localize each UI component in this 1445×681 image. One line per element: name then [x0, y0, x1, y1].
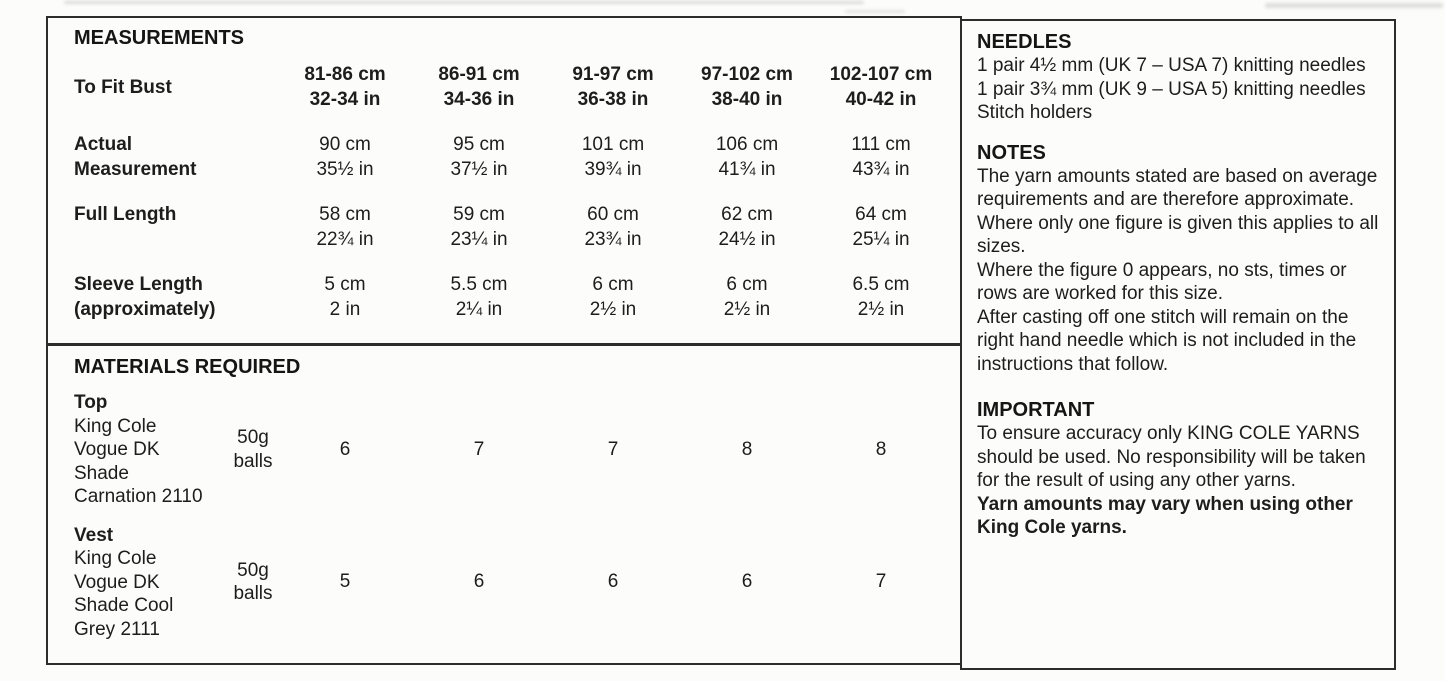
- material-desc-line: King Cole: [74, 415, 157, 437]
- size-in: 38-40 in: [711, 89, 783, 110]
- material-desc-line: Vogue DK: [74, 439, 160, 460]
- measurement-cell: [278, 132, 412, 182]
- size-cm: 86-91 cm: [438, 64, 520, 85]
- measurement-cell: [814, 132, 948, 182]
- row-label-line: Sleeve Length: [74, 274, 203, 295]
- material-desc-line: Grey 2111: [74, 618, 160, 640]
- size-in: 40-42 in: [845, 89, 917, 110]
- notes-paragraph: Where the figure 0 appears, no sts, times or rows are worked for this size.: [977, 259, 1347, 304]
- row-label-full-length: [48, 202, 278, 252]
- value-cm: 111 cm: [851, 134, 911, 155]
- measurement-row-full-length: [48, 202, 960, 252]
- value-in: 25¼ in: [852, 229, 910, 250]
- row-label-sleeve-length: [48, 272, 278, 322]
- value-cm: 6.5 cm: [852, 274, 910, 295]
- unit-line: balls: [233, 450, 273, 472]
- measurement-cell: [680, 202, 814, 252]
- measurement-row-sleeve-length: [48, 272, 960, 322]
- scan-artifact: [1265, 3, 1443, 8]
- measurement-cell: [412, 132, 546, 182]
- needles-item: 1 pair 4½ mm (UK 7 – USA 7) knitting needles: [977, 55, 1366, 76]
- material-desc-line: Shade Cool: [74, 595, 174, 616]
- value-cm: 59 cm: [453, 204, 505, 225]
- important-title: IMPORTANT: [977, 399, 1095, 421]
- value-cm: 64 cm: [855, 204, 907, 225]
- row-label-line: Full Length: [74, 204, 177, 225]
- size-cm: 91-97 cm: [572, 64, 654, 85]
- value-cm: 6 cm: [592, 274, 634, 295]
- size-cm: 102-107 cm: [829, 64, 933, 85]
- value-in: 41¾ in: [718, 159, 776, 180]
- value-cm: 6 cm: [726, 274, 768, 295]
- size-header-cell: [278, 62, 412, 112]
- unit-label: [228, 426, 278, 473]
- measurement-cell: [814, 272, 948, 322]
- row-label-to-fit-bust: To Fit Bust: [74, 76, 172, 98]
- value-in: 23¼ in: [450, 229, 508, 250]
- quantity-cell: 7: [473, 438, 485, 460]
- needles-title: NEEDLES: [977, 31, 1072, 53]
- size-in: 36-38 in: [577, 89, 649, 110]
- quantity-cell: 7: [875, 571, 887, 593]
- notes-paragraph: The yarn amounts stated are based on average requirements and are therefore approximate.: [977, 165, 1378, 210]
- material-item-title: Vest: [74, 524, 114, 546]
- size-header-cell: [814, 62, 948, 112]
- value-cm: 58 cm: [319, 204, 371, 225]
- measurement-row-actual: [48, 132, 960, 182]
- value-in: 24½ in: [718, 229, 776, 250]
- quantity-cell: 6: [473, 571, 485, 593]
- size-header-cell: [546, 62, 680, 112]
- material-name-top: [48, 391, 228, 509]
- quantity-cell: 5: [339, 571, 351, 593]
- value-in: 22¾ in: [316, 229, 374, 250]
- material-name-vest: [48, 524, 228, 642]
- value-in: 35½ in: [316, 159, 374, 180]
- scan-artifact: [64, 1, 864, 4]
- value-in: 2¼ in: [455, 299, 503, 320]
- scan-artifact: [845, 10, 905, 13]
- material-desc-line: Shade: [74, 462, 129, 484]
- value-cm: 60 cm: [587, 204, 639, 225]
- needles-item: 1 pair 3¾ mm (UK 9 – USA 5) knitting needles: [977, 78, 1366, 100]
- measurement-cell: [814, 202, 948, 252]
- measurements-section: [46, 16, 962, 345]
- measurements-title: MEASUREMENTS: [74, 27, 245, 49]
- row-label-line: Measurement: [74, 159, 197, 180]
- measurement-cell: [680, 272, 814, 322]
- unit-line: 50g: [237, 427, 269, 449]
- size-header-cell: [412, 62, 546, 112]
- unit-line: balls: [233, 583, 273, 605]
- materials-section: [46, 344, 962, 665]
- value-in: 2 in: [329, 299, 361, 320]
- value-cm: 5.5 cm: [450, 274, 508, 295]
- quantity-cell: 8: [741, 438, 753, 460]
- material-desc-line: King Cole: [74, 548, 157, 569]
- size-cm: 97-102 cm: [701, 64, 793, 85]
- notes-paragraph: After casting off one stitch will remain on the right hand needle which is not included in the instructions that follow.: [977, 306, 1357, 375]
- material-desc-line: Carnation 2110: [74, 486, 203, 507]
- measurement-cell: [278, 202, 412, 252]
- materials-title: MATERIALS REQUIRED: [74, 356, 301, 378]
- value-in: 2½ in: [857, 299, 905, 320]
- quantity-cell: 7: [607, 438, 619, 460]
- quantity-cell: 6: [607, 571, 619, 593]
- important-paragraph: To ensure accuracy only KING COLE YARNS should be used. No responsibility will be taken for the result of using any other yarns.: [977, 423, 1366, 491]
- value-cm: 101 cm: [581, 134, 645, 155]
- row-label-line: Actual: [74, 134, 133, 155]
- material-desc-line: Vogue DK: [74, 571, 160, 593]
- notes-title: NOTES: [977, 141, 1046, 164]
- size-header-row: [48, 62, 960, 112]
- value-cm: 95 cm: [453, 134, 505, 155]
- size-header-cell: [680, 62, 814, 112]
- material-item-title: Top: [74, 392, 108, 413]
- row-label-line: (approximately): [74, 299, 216, 320]
- unit-label: [228, 559, 278, 606]
- measurement-cell: [680, 132, 814, 182]
- measurement-cell: [412, 272, 546, 322]
- important-bold-paragraph: Yarn amounts may vary when using other King Cole yarns.: [977, 493, 1353, 538]
- quantity-cell: 8: [875, 438, 887, 460]
- notes-paragraph: Where only one figure is given this applies to all sizes.: [977, 212, 1379, 257]
- row-label-actual-measurement: [48, 132, 278, 182]
- measurement-cell: [546, 272, 680, 322]
- measurement-cell: [412, 202, 546, 252]
- value-cm: 106 cm: [715, 134, 779, 155]
- measurement-cell: [546, 202, 680, 252]
- size-in: 32-34 in: [309, 89, 381, 110]
- info-panel: [960, 19, 1396, 670]
- quantity-cell: 6: [741, 571, 753, 593]
- value-in: 39¾ in: [584, 159, 642, 180]
- material-row-vest: [48, 524, 960, 642]
- size-in: 34-36 in: [443, 89, 515, 110]
- value-in: 2½ in: [589, 299, 637, 320]
- value-in: 43¾ in: [852, 159, 910, 180]
- value-in: 23¾ in: [584, 229, 642, 250]
- value-cm: 5 cm: [324, 274, 366, 295]
- value-in: 2½ in: [723, 299, 771, 320]
- measurement-cell: [278, 272, 412, 322]
- unit-line: 50g: [237, 559, 269, 581]
- material-row-top: [48, 391, 960, 509]
- size-cm: 81-86 cm: [304, 64, 386, 85]
- value-cm: 90 cm: [319, 134, 371, 155]
- measurement-cell: [546, 132, 680, 182]
- value-in: 37½ in: [450, 159, 508, 180]
- value-cm: 62 cm: [721, 204, 773, 225]
- needles-item: Stitch holders: [977, 102, 1093, 123]
- quantity-cell: 6: [339, 438, 351, 460]
